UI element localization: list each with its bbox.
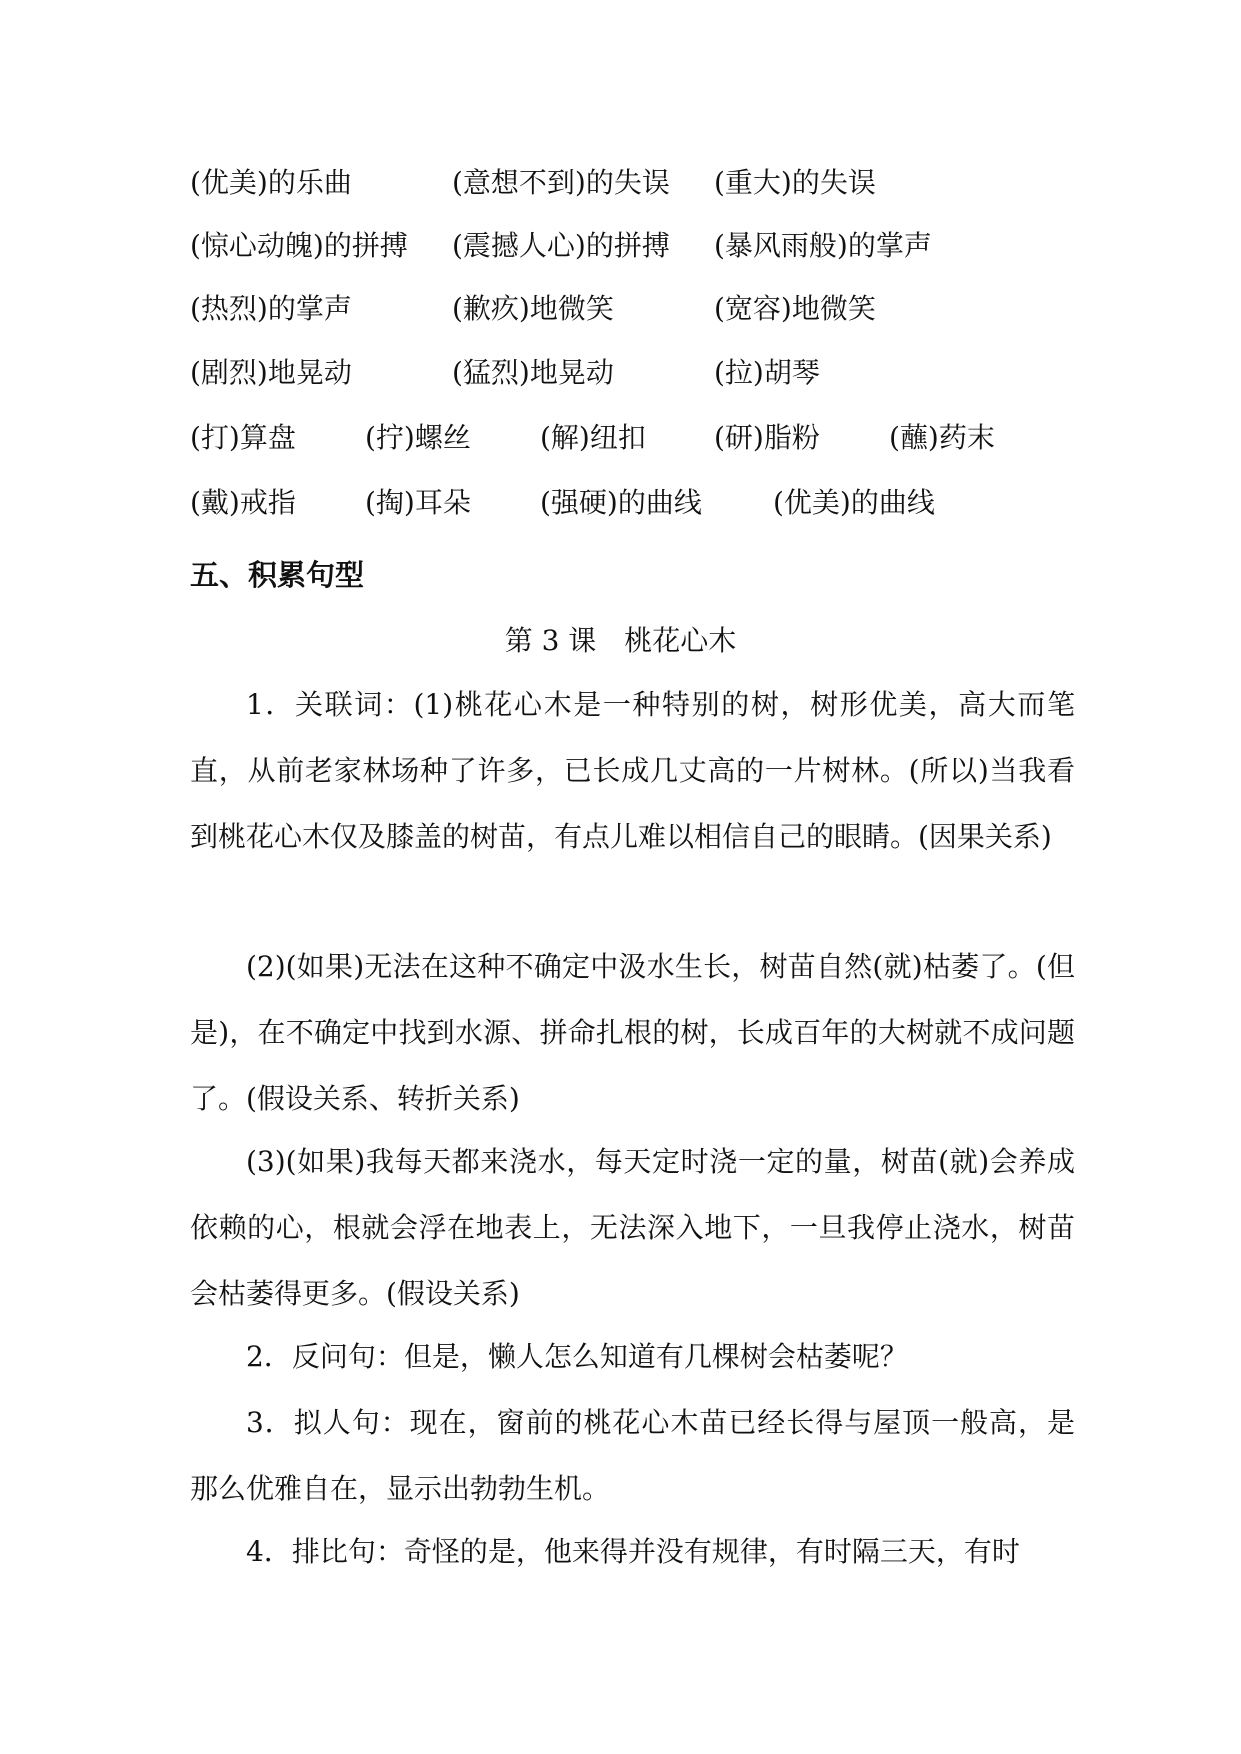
- phrase: (猛烈)地晃动: [452, 356, 614, 389]
- phrase: (意想不到)的失误: [452, 166, 670, 199]
- phrase: (拉)胡琴: [714, 356, 820, 389]
- phrase: (拧)螺丝: [365, 421, 471, 454]
- phrase: (惊心动魄)的拼搏: [190, 229, 408, 262]
- phrase: (暴风雨般)的掌声: [714, 229, 932, 262]
- phrase: (掏)耳朵: [365, 486, 471, 519]
- phrase: (强硬)的曲线: [540, 486, 702, 519]
- paragraph: 3．拟人句：现在，窗前的桃花心木苗已经长得与屋顶一般高，是那么优雅自在，显示出勃勃生机。: [190, 1406, 1075, 1505]
- lesson-title: 第 3 课 桃花心木: [504, 624, 737, 657]
- phrase: (剧烈)地晃动: [190, 356, 352, 389]
- phrase: (震撼人心)的拼搏: [452, 229, 670, 262]
- phrase: (蘸)药末: [889, 421, 995, 454]
- phrase: (打)算盘: [190, 421, 296, 454]
- phrase: (宽容)地微笑: [714, 292, 876, 325]
- phrase: (重大)的失误: [714, 166, 876, 199]
- paragraph: 1．关联词：(1)桃花心木是一种特别的树，树形优美，高大而笔直，从前老家林场种了许多，已长成几丈高的一片树林。(所以)当我看到桃花心木仅及膝盖的树苗，有点儿难以相信自己的眼睛。(因果关系): [190, 688, 1075, 853]
- phrase: (解)纽扣: [540, 421, 646, 454]
- phrase: (热烈)的掌声: [190, 292, 352, 325]
- paragraph: 2．反问句：但是，懒人怎么知道有几棵树会枯萎呢？: [246, 1340, 908, 1373]
- phrase: (研)脂粉: [714, 421, 820, 454]
- phrase: (优美)的乐曲: [190, 166, 352, 199]
- phrase: (歉疚)地微笑: [452, 292, 614, 325]
- phrase: (戴)戒指: [190, 486, 296, 519]
- phrase: (优美)的曲线: [773, 486, 935, 519]
- section-heading: 五、积累句型: [190, 558, 365, 592]
- paragraph: (3)(如果)我每天都来浇水，每天定时浇一定的量，树苗(就)会养成依赖的心，根就会浮在地表上，无法深入地下，一旦我停止浇水，树苗会枯萎得更多。(假设关系): [190, 1145, 1075, 1310]
- paragraph: 4．排比句：奇怪的是，他来得并没有规律，有时隔三天，有时: [246, 1535, 1020, 1568]
- paragraph: (2)(如果)无法在这种不确定中汲水生长，树苗自然(就)枯萎了。(但是)，在不确定中找到水源、拼命扎根的树，长成百年的大树就不成问题了。(假设关系、转折关系): [190, 950, 1075, 1115]
